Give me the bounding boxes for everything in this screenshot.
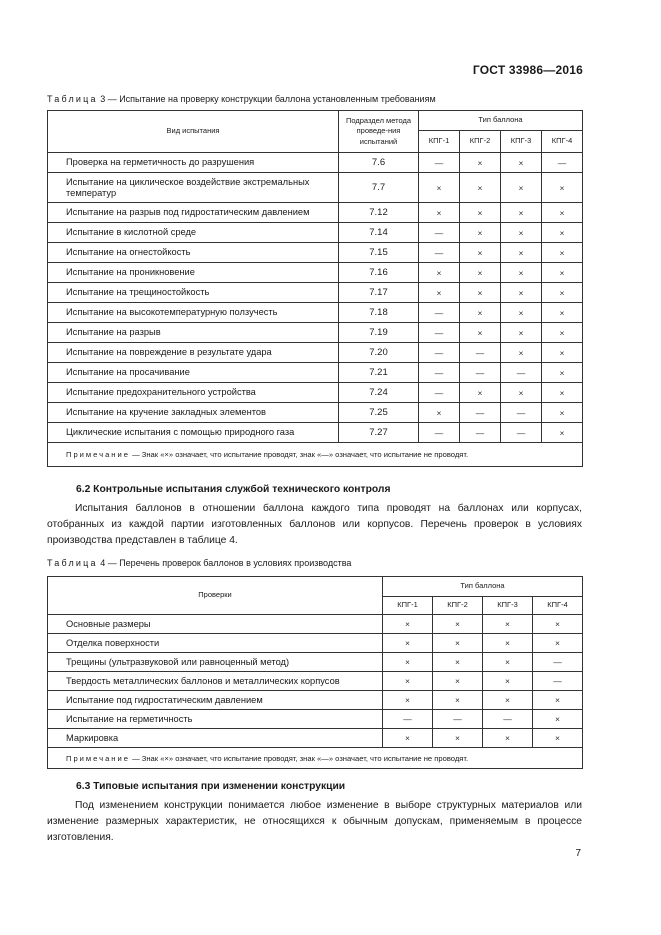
table3-mark: ×	[501, 303, 542, 323]
table4-mark: ×	[533, 634, 583, 653]
table4-mark: ×	[383, 653, 433, 672]
table3-test-name: Испытание предохранительного устройства	[48, 383, 339, 403]
table3-mark: ×	[542, 303, 583, 323]
table3-row	[48, 203, 583, 223]
table3-section-ref: 7.19	[339, 323, 419, 343]
table4-caption-text: 4 — Перечень проверок баллонов в условиях производства	[97, 558, 352, 568]
table3-mark: —	[460, 403, 501, 423]
table4-check-name: Трещины (ультразвуковой или равноценный метод)	[48, 653, 383, 672]
table3-section-ref: 7.24	[339, 383, 419, 403]
table4-header-check: Проверки	[48, 577, 383, 615]
table4	[47, 576, 583, 769]
table4-mark: ×	[383, 729, 433, 748]
section-6-3-paragraph	[47, 798, 582, 846]
table4-note-text: — Знак «×» означает, что испытание проводят, знак «—» означает, что испытание не проводят.	[129, 753, 469, 763]
table4-mark: ×	[383, 691, 433, 710]
table3-mark: ×	[542, 203, 583, 223]
table3-header-type: Тип баллона	[419, 111, 583, 131]
table3-caption	[47, 94, 436, 104]
table3-section-ref: 7.16	[339, 263, 419, 283]
table4-mark: ×	[483, 691, 533, 710]
table3-type-header: КПГ-3	[501, 131, 542, 153]
table4-mark: —	[483, 710, 533, 729]
table3-mark: ×	[460, 303, 501, 323]
table3-mark: —	[501, 423, 542, 443]
table3-test-name: Испытание на трещиностойкость	[48, 283, 339, 303]
table4-header-type: Тип баллона	[383, 577, 583, 597]
table3-mark: ×	[542, 173, 583, 203]
table3-row	[48, 303, 583, 323]
table3-mark: ×	[460, 153, 501, 173]
table3-mark: —	[419, 303, 460, 323]
table3-mark: ×	[419, 203, 460, 223]
table4-row	[48, 729, 583, 748]
section-6-2-title: 6.2 Контрольные испытания службой технического контроля	[76, 484, 391, 495]
table3-row	[48, 323, 583, 343]
table3-mark: —	[419, 223, 460, 243]
table3-mark: —	[419, 153, 460, 173]
table4-mark: ×	[533, 615, 583, 634]
table3-mark: ×	[501, 323, 542, 343]
table3-mark: ×	[542, 423, 583, 443]
table4-caption	[47, 558, 351, 568]
table3-mark: ×	[460, 323, 501, 343]
section-6-3-text: Под изменением конструкции понимается любое изменение в выборе структурных материалов или изменение размерных характеристик, не относящихся к обычным допускам, применяемым в процессе изготовления.	[47, 800, 582, 843]
table3-mark: ×	[501, 263, 542, 283]
table4-mark: ×	[433, 691, 483, 710]
table3-mark: ×	[542, 263, 583, 283]
table3-mark: —	[501, 403, 542, 423]
section-6-2-paragraph	[47, 501, 582, 549]
table3-mark: —	[419, 423, 460, 443]
table3-row	[48, 223, 583, 243]
table3-mark: ×	[542, 283, 583, 303]
table3-note	[48, 443, 583, 467]
table3-mark: ×	[501, 223, 542, 243]
table4-row	[48, 672, 583, 691]
table3-test-name: Испытание на просачивание	[48, 363, 339, 383]
table4-mark: —	[533, 653, 583, 672]
table4-check-name: Твердость металлических баллонов и металлических корпусов	[48, 672, 383, 691]
table3-type-header: КПГ-4	[542, 131, 583, 153]
table4-type-header: КПГ-3	[483, 597, 533, 615]
table4-mark: ×	[433, 672, 483, 691]
table4-mark: ×	[483, 672, 533, 691]
table4-mark: —	[433, 710, 483, 729]
table3-mark: ×	[460, 223, 501, 243]
table3-row	[48, 423, 583, 443]
table3-test-name: Испытание на огнестойкость	[48, 243, 339, 263]
table4-row	[48, 615, 583, 634]
table4-check-name: Отделка поверхности	[48, 634, 383, 653]
table3-test-name: Испытание в кислотной среде	[48, 223, 339, 243]
table3-mark: —	[460, 343, 501, 363]
table3-mark: —	[501, 363, 542, 383]
table3-row	[48, 343, 583, 363]
section-6-3-title: 6.3 Типовые испытания при изменении конструкции	[76, 781, 346, 792]
table4-mark: ×	[383, 634, 433, 653]
table3-mark: —	[460, 363, 501, 383]
table4-row	[48, 691, 583, 710]
table3-mark: ×	[501, 203, 542, 223]
table4-mark: —	[383, 710, 433, 729]
table4-row	[48, 653, 583, 672]
table4-note-row	[48, 748, 583, 769]
table4-check-name: Испытание на герметичность	[48, 710, 383, 729]
table3-test-name: Испытание на разрыв	[48, 323, 339, 343]
table3-mark: —	[419, 363, 460, 383]
table3-section-ref: 7.25	[339, 403, 419, 423]
table4-row	[48, 634, 583, 653]
table4-mark: ×	[483, 615, 533, 634]
table4-mark: ×	[533, 710, 583, 729]
table3-mark: ×	[542, 403, 583, 423]
table3-mark: ×	[419, 173, 460, 203]
table3-mark: ×	[542, 243, 583, 263]
table4-mark: ×	[433, 729, 483, 748]
table3-section-ref: 7.20	[339, 343, 419, 363]
table3-section-ref: 7.12	[339, 203, 419, 223]
table3-mark: —	[419, 243, 460, 263]
table3-header-section: Подраздел метода проведе-ния испытаний	[339, 111, 419, 153]
table3-row	[48, 173, 583, 203]
table4-check-name: Испытание под гидростатическим давлением	[48, 691, 383, 710]
table4-mark: ×	[383, 672, 433, 691]
table3-mark: ×	[501, 173, 542, 203]
table4-mark: ×	[533, 691, 583, 710]
table4-caption-word: Таблица	[47, 558, 98, 568]
table3-mark: ×	[542, 363, 583, 383]
table3-section-ref: 7.6	[339, 153, 419, 173]
table3-mark: ×	[501, 283, 542, 303]
table3-mark: ×	[460, 173, 501, 203]
table3-row	[48, 283, 583, 303]
table3-row	[48, 363, 583, 383]
table3-test-name: Испытание на высокотемпературную ползучесть	[48, 303, 339, 323]
table4-note	[48, 748, 583, 769]
table3-test-name: Испытание на повреждение в результате удара	[48, 343, 339, 363]
table3-note-text: — Знак «×» означает, что испытание проводят, знак «—» означает, что испытание не проводят.	[129, 450, 469, 459]
table3-row	[48, 383, 583, 403]
table3-mark: ×	[460, 283, 501, 303]
table3-mark: ×	[460, 203, 501, 223]
table3-type-header: КПГ-2	[460, 131, 501, 153]
table3-mark: ×	[460, 383, 501, 403]
table4-mark: —	[533, 672, 583, 691]
table4-mark: ×	[433, 615, 483, 634]
table3-mark: —	[419, 383, 460, 403]
table3-row	[48, 153, 583, 173]
table4-note-word: Примечание	[66, 753, 130, 763]
table3-mark: ×	[542, 383, 583, 403]
table3-mark: —	[419, 323, 460, 343]
document-number: ГОСТ 33986—2016	[472, 63, 583, 77]
table4-type-header: КПГ-1	[383, 597, 433, 615]
table3-note-row	[48, 443, 583, 467]
table4-check-name: Маркировка	[48, 729, 383, 748]
section-6-2-text: Испытания баллонов в отношении баллона каждого типа проводят на баллонах или корпусах, отобранных из каждой партии изготовленных баллонов или корпусов. Перечень проверок в условиях производства представлен в таблице 4.	[47, 503, 582, 546]
table3-mark: ×	[501, 153, 542, 173]
table3-test-name: Испытание на кручение закладных элементов	[48, 403, 339, 423]
table3-mark: —	[542, 153, 583, 173]
table4-mark: ×	[483, 634, 533, 653]
table4-row	[48, 710, 583, 729]
table3-row	[48, 403, 583, 423]
table3-mark: ×	[419, 283, 460, 303]
table3-section-ref: 7.7	[339, 173, 419, 203]
table3-mark: ×	[542, 323, 583, 343]
table3-test-name: Испытание на циклическое воздействие экстремальных температур	[48, 173, 339, 203]
table3-mark: ×	[460, 243, 501, 263]
table4-type-header: КПГ-2	[433, 597, 483, 615]
table4-mark: ×	[483, 653, 533, 672]
table4-type-header: КПГ-4	[533, 597, 583, 615]
table3-test-name: Испытание на разрыв под гидростатическим давлением	[48, 203, 339, 223]
page-number: 7	[575, 848, 581, 859]
table3-row	[48, 263, 583, 283]
table3-row	[48, 243, 583, 263]
table4-mark: ×	[433, 653, 483, 672]
table3-mark: ×	[501, 343, 542, 363]
table3-section-ref: 7.17	[339, 283, 419, 303]
table3-mark: —	[460, 423, 501, 443]
table3-mark: ×	[419, 263, 460, 283]
table3-header-test: Вид испытания	[48, 111, 339, 153]
table3-mark: ×	[460, 263, 501, 283]
table3-section-ref: 7.18	[339, 303, 419, 323]
table3-note-word: Примечание	[66, 450, 130, 459]
table3-test-name: Испытание на проникновение	[48, 263, 339, 283]
table4-mark: ×	[433, 634, 483, 653]
table4-mark: ×	[483, 729, 533, 748]
table3-type-header: КПГ-1	[419, 131, 460, 153]
table3-caption-text: 3 — Испытание на проверку конструкции баллона установленным требованиям	[97, 94, 436, 104]
table3-mark: ×	[542, 223, 583, 243]
table3-section-ref: 7.27	[339, 423, 419, 443]
table3-mark: ×	[542, 343, 583, 363]
table3-test-name: Проверка на герметичность до разрушения	[48, 153, 339, 173]
table3-mark: ×	[501, 383, 542, 403]
table3-mark: ×	[501, 243, 542, 263]
table3	[47, 110, 583, 467]
table3-caption-word: Таблица	[47, 94, 98, 104]
table3-section-ref: 7.14	[339, 223, 419, 243]
table4-mark: ×	[533, 729, 583, 748]
table4-check-name: Основные размеры	[48, 615, 383, 634]
table3-section-ref: 7.15	[339, 243, 419, 263]
table3-section-ref: 7.21	[339, 363, 419, 383]
table3-test-name: Циклические испытания с помощью природного газа	[48, 423, 339, 443]
table3-mark: —	[419, 343, 460, 363]
table4-mark: ×	[383, 615, 433, 634]
table3-mark: ×	[419, 403, 460, 423]
